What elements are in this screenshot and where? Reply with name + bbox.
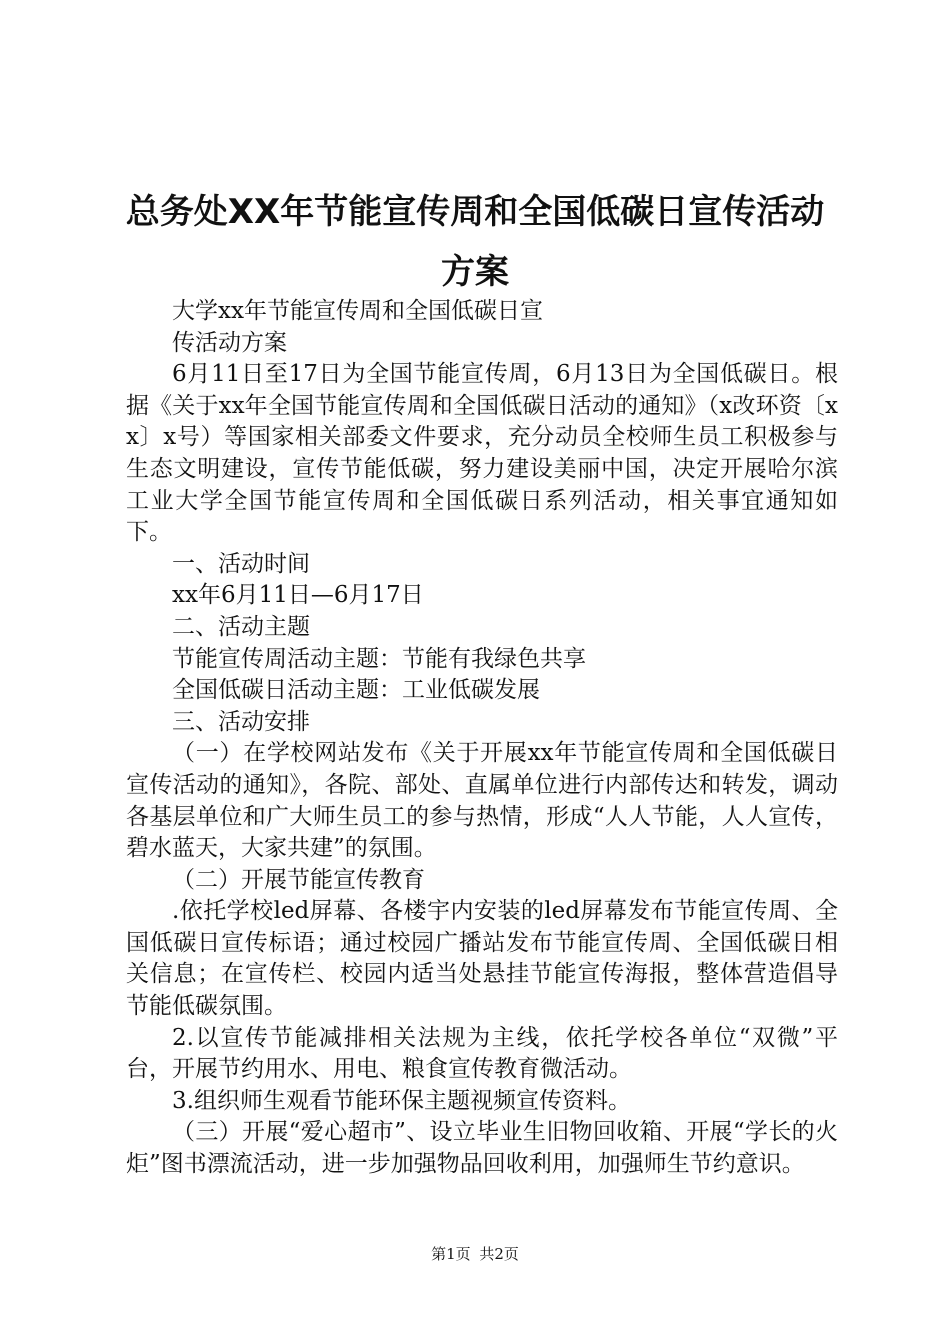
subsection-heading: （二）开展节能宣传教育 xyxy=(172,866,425,893)
body-paragraph: 传活动方案 xyxy=(172,329,287,356)
body-paragraph: 6月11日至17日为全国节能宣传周，6月13日为全国低碳日。根据《关于xx年全国节能宣传周和全国低碳日活动的通知》（x改环资〔xx〕x号）等国家相关部委文件要求，充分动员全校师生员工积极参与生态文明建设，宣传节能低碳，努力建设美丽中国，决定开展哈尔滨工业大学全国节能宣传周和全国低碳日系列活动，相关事宜通知如下。 xyxy=(126,361,838,546)
page-total: 共2页 xyxy=(479,1245,519,1263)
body-paragraph: 节能宣传周活动主题：节能有我绿色共享 xyxy=(172,645,586,672)
document-title: 总务处XX年节能宣传周和全国低碳日宣传活动方案 xyxy=(125,192,825,292)
document-body xyxy=(126,296,838,1181)
page-footer xyxy=(0,1244,950,1264)
body-paragraph: xx年6月11日—6月17日 xyxy=(172,582,424,609)
body-paragraph: 2.以宣传节能减排相关法规为主线，依托学校各单位“双微”平台，开展节约用水、用电、粮食宣传教育微活动。 xyxy=(126,1024,838,1083)
section-heading: 二、活动主题 xyxy=(172,613,310,640)
body-paragraph: （三）开展“爱心超市”、设立毕业生旧物回收箱、开展“学长的火炬”图书漂流活动，进一步加强物品回收利用，加强师生节约意识。 xyxy=(126,1119,838,1178)
section-heading: 三、活动安排 xyxy=(172,708,310,735)
body-paragraph: 全国低碳日活动主题：工业低碳发展 xyxy=(172,677,540,704)
page-number: 第1页 xyxy=(431,1245,471,1263)
body-paragraph: 大学xx年节能宣传周和全国低碳日宣 xyxy=(172,298,543,324)
body-paragraph: .依托学校led屏幕、各楼宇内安装的led屏幕发布节能宣传周、全国低碳日宣传标语；通过校园广播站发布节能宣传周、全国低碳日相关信息；在宣传栏、校园内适当处悬挂节能宣传海报，整体营造倡导节能低碳氛围。 xyxy=(126,898,838,1020)
body-paragraph: （一）在学校网站发布《关于开展xx年节能宣传周和全国低碳日宣传活动的通知》，各院、部处、直属单位进行内部传达和转发，调动各基层单位和广大师生员工的参与热情，形成“人人节能，人人宣传，碧水蓝天，大家共建”的氛围。 xyxy=(126,740,838,862)
body-paragraph: 3.组织师生观看节能环保主题视频宣传资料。 xyxy=(172,1087,631,1114)
section-heading: 一、活动时间 xyxy=(172,550,310,577)
